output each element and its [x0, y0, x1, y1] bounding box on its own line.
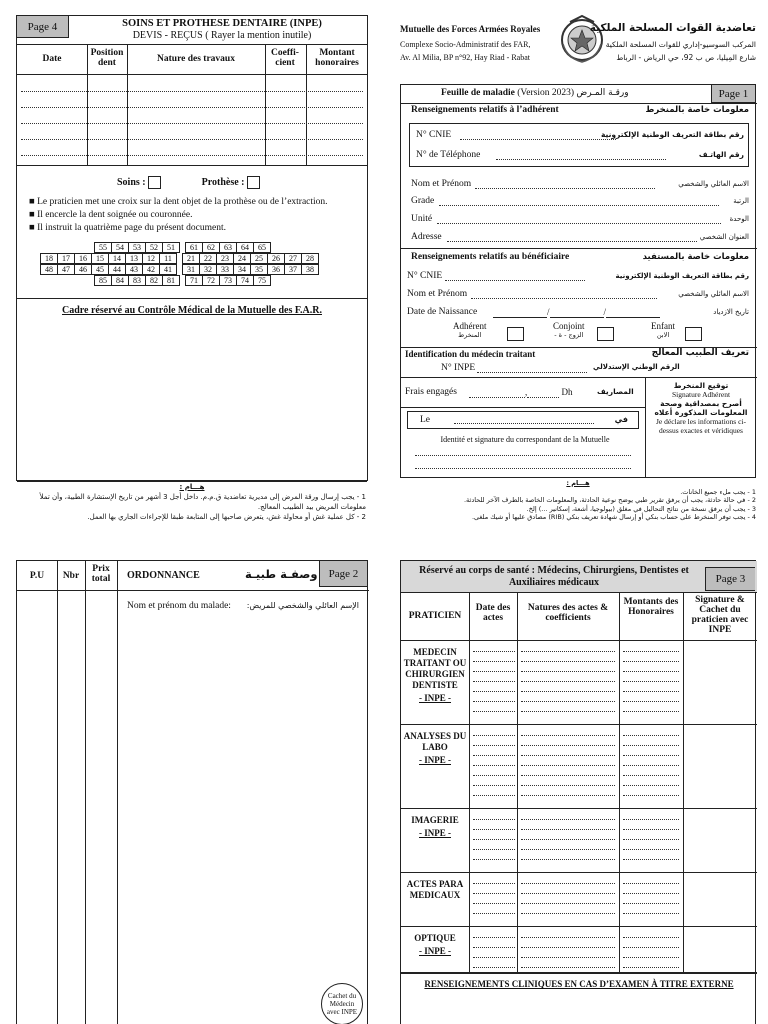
- section-name: OPTIQUE: [414, 933, 456, 943]
- teeth-row: [41, 276, 351, 287]
- section-name: ACTES PARA MEDICAUX: [406, 879, 464, 900]
- tooth-35[interactable]: 35: [250, 264, 268, 275]
- entry-line[interactable]: [521, 795, 615, 796]
- entry-line[interactable]: [521, 765, 615, 766]
- tooth-51[interactable]: 51: [162, 242, 180, 253]
- tooth-21[interactable]: 21: [182, 253, 200, 264]
- tooth-73[interactable]: 73: [219, 275, 237, 286]
- adherent-title-ar: معلومات خاصة بالمنخرط: [645, 105, 749, 115]
- entry-line[interactable]: [521, 651, 615, 652]
- entry-line[interactable]: [521, 755, 615, 756]
- section-inpe: - INPE -: [419, 828, 451, 838]
- grade-label: Grade: [411, 196, 435, 206]
- page-2-tag: Page 2: [319, 561, 367, 587]
- entry-line[interactable]: [473, 947, 515, 948]
- page-4-subtitle: DEVIS - REÇUS ( Rayer la mention inutile): [132, 30, 312, 41]
- page-4-title: SOINS ET PROTHESE DENTAIRE (INPE): [122, 18, 322, 29]
- tooth-25[interactable]: 25: [250, 253, 268, 264]
- org-fr: Mutuelle des Forces Armées Royales: [400, 24, 541, 34]
- tooth-empty: [77, 276, 95, 287]
- conjoint-checkbox[interactable]: [597, 327, 614, 341]
- instruction-item: ■ Il encercle la dent soignée ou couronnée.: [29, 210, 193, 220]
- entry-line[interactable]: [521, 913, 615, 914]
- entry-line[interactable]: [473, 671, 515, 672]
- grade-label-ar: الرتبة: [733, 197, 749, 205]
- page-4: [16, 15, 368, 481]
- entry-line[interactable]: [473, 681, 515, 682]
- page-2: [16, 560, 368, 1024]
- tooth-43[interactable]: 43: [125, 264, 143, 275]
- tooth-83[interactable]: 83: [128, 275, 146, 286]
- entry-line[interactable]: [521, 967, 615, 968]
- prescription-area[interactable]: [119, 619, 365, 979]
- b-cnie-input[interactable]: [445, 280, 585, 281]
- entry-line[interactable]: [473, 745, 515, 746]
- praticien-section: [401, 725, 757, 809]
- unite-input[interactable]: [437, 223, 721, 224]
- entry-line[interactable]: [623, 775, 679, 776]
- entry-line[interactable]: [623, 819, 679, 820]
- b-name-label: Nom et Prénom: [407, 289, 468, 299]
- tooth-22[interactable]: 22: [199, 253, 217, 264]
- tooth-44[interactable]: 44: [108, 264, 126, 275]
- tooth-47[interactable]: 47: [57, 264, 75, 275]
- correspondant-line-2[interactable]: [415, 468, 631, 469]
- enfant-option: Enfant الابن: [651, 321, 675, 339]
- praticien-section: [401, 873, 757, 927]
- ordonnance-title: ORDONNANCE: [127, 570, 200, 581]
- page-3-title: Réservé au corps de santé : Médecins, Chirurgiens, Dentistes et Auxiliaires médicaux: [419, 565, 689, 588]
- entry-line[interactable]: [473, 903, 515, 904]
- cnie-phone-box: [409, 123, 749, 167]
- section-name: ANALYSES DU LABO: [403, 731, 467, 752]
- col-date: Date: [42, 54, 62, 64]
- tooth-28[interactable]: 28: [301, 253, 319, 264]
- entry-line[interactable]: [521, 819, 615, 820]
- praticien-section: [401, 809, 757, 873]
- praticien-section: [401, 641, 757, 725]
- entry-line[interactable]: [623, 681, 679, 682]
- correspondant-line-1[interactable]: [415, 455, 631, 456]
- entry-line[interactable]: [473, 651, 515, 652]
- cnie-input[interactable]: [460, 139, 616, 140]
- tooth-48[interactable]: 48: [40, 264, 58, 275]
- entry-line[interactable]: [473, 967, 515, 968]
- col-nature: Nature des travaux: [157, 54, 235, 64]
- entry-line[interactable]: [521, 775, 615, 776]
- b-name-label-ar: الاسم العائلي والشخصي: [678, 290, 749, 298]
- tooth-71[interactable]: 71: [185, 275, 203, 286]
- entry-line[interactable]: [623, 903, 679, 904]
- correspondant-label: Identité et signature du correspondant de la Mutuelle: [440, 435, 610, 444]
- soins-checkbox[interactable]: [148, 176, 161, 189]
- col-date-actes: Date des actes: [475, 603, 511, 623]
- name-label-ar: الاسم العائلي والشخصي: [678, 180, 749, 188]
- beneficiaire-title: Renseignements relatifs au bénéficiaire: [411, 252, 570, 262]
- frais-label: Frais engagés: [405, 387, 457, 397]
- cachet-stamp: Cachet du Médecin avec INPE: [321, 983, 363, 1024]
- entry-line[interactable]: [623, 691, 679, 692]
- entry-line[interactable]: [521, 937, 615, 938]
- control-medical-title: Cadre réservé au Contrôle Médical de la Mutuelle des F.A.R.: [62, 305, 322, 316]
- col-praticien: PRATICIEN: [408, 611, 462, 621]
- adresse-label-ar: العنوان الشخصي: [699, 233, 749, 241]
- tooth-13[interactable]: 13: [125, 253, 143, 264]
- unite-label: Unité: [411, 214, 433, 224]
- tooth-15[interactable]: 15: [91, 253, 109, 264]
- entry-line[interactable]: [473, 937, 515, 938]
- instruction-item: ■ Le praticien met une croix sur la dent objet de la prothèse ou de l’extraction.: [29, 197, 328, 207]
- entry-line[interactable]: [623, 735, 679, 736]
- tooth-82[interactable]: 82: [145, 275, 163, 286]
- entry-line[interactable]: [473, 691, 515, 692]
- signature-area[interactable]: توقيع المنخرط Signature Adhérent أصرح بمصداقية وصحة المعلومات المذكورة أعلاه Je déclare les informations ci-dessus exactes et véridiques: [654, 381, 748, 435]
- org-ar: تعاضدية القوات المسلحة الملكية: [589, 22, 756, 34]
- entry-line[interactable]: [623, 795, 679, 796]
- entry-line[interactable]: [623, 785, 679, 786]
- entry-line[interactable]: [623, 967, 679, 968]
- addr-fr-1: Complexe Socio-Administratif des FAR,: [400, 40, 531, 49]
- beneficiaire-title-ar: معلومات خاصة بالمستفيد: [642, 252, 749, 262]
- date-box: Le في: [407, 411, 639, 429]
- tooth-36[interactable]: 36: [267, 264, 285, 275]
- entry-line[interactable]: [623, 947, 679, 948]
- phone-input[interactable]: [496, 159, 666, 160]
- tooth-18[interactable]: 18: [40, 253, 58, 264]
- tooth-55[interactable]: 55: [94, 242, 112, 253]
- tooth-empty: [271, 276, 289, 287]
- grade-input[interactable]: [439, 205, 719, 206]
- entry-line[interactable]: [623, 849, 679, 850]
- cnie-label: N° CNIE: [416, 130, 452, 140]
- entry-line[interactable]: [521, 661, 615, 662]
- dental-table: [17, 44, 367, 166]
- entry-line[interactable]: [623, 893, 679, 894]
- section-inpe: - INPE -: [419, 693, 451, 703]
- adherent-checkbox[interactable]: [507, 327, 524, 341]
- entry-line[interactable]: [623, 755, 679, 756]
- entry-line[interactable]: [623, 839, 679, 840]
- entry-line[interactable]: [623, 859, 679, 860]
- tooth-81[interactable]: 81: [162, 275, 180, 286]
- entry-line[interactable]: [623, 765, 679, 766]
- tooth-74[interactable]: 74: [236, 275, 254, 286]
- entry-line[interactable]: [473, 913, 515, 914]
- teeth-chart[interactable]: [41, 243, 351, 287]
- ordonnance-title-ar: وصفـة طبيـة: [245, 567, 318, 581]
- page-3: [400, 560, 756, 1024]
- name-label: Nom et Prénom: [411, 179, 472, 189]
- entry-line[interactable]: [473, 795, 515, 796]
- page-1-header: [400, 20, 756, 82]
- entry-line[interactable]: [623, 957, 679, 958]
- entry-line[interactable]: [521, 839, 615, 840]
- tooth-54[interactable]: 54: [111, 242, 129, 253]
- phone-label-ar: رقم الهاتـف: [698, 150, 744, 159]
- clinical-title: RENSEIGNEMENTS CLINIQUES EN CAS D’EXAMEN À TITRE EXTERNE: [424, 979, 734, 989]
- tooth-31[interactable]: 31: [182, 264, 200, 275]
- page-4-notice: هـــام : 1 - يجب إرسال ورقة المرض إلى مديرية تعاضدية ق.م.م. داخل أجل 3 أشهر من تاريخ الإستشارة الطبية، وأن تملأ معلومات المريض بيد الطبيب المعالج. 2 - كل عملية غش أو محاولة غش، يتعرض صاحبها إلى المتابعة طبقا للإجراءات الجاري بها العمل.: [39, 483, 366, 521]
- entry-line[interactable]: [521, 735, 615, 736]
- instructions: [29, 196, 367, 235]
- tooth-38[interactable]: 38: [301, 264, 319, 275]
- conjoint-option: Conjoint الزوج - ة -: [553, 321, 585, 339]
- adresse-label: Adresse: [411, 232, 442, 242]
- section-name: IMAGERIE: [411, 815, 459, 825]
- entry-line[interactable]: [473, 829, 515, 830]
- col-montant: Montant honoraires: [315, 48, 359, 68]
- prothese-checkbox[interactable]: [247, 176, 260, 189]
- entry-line[interactable]: [521, 785, 615, 786]
- tooth-65[interactable]: 65: [253, 242, 271, 253]
- entry-line[interactable]: [521, 893, 615, 894]
- patient-label: Nom et prénom du malade:: [127, 601, 231, 611]
- tooth-41[interactable]: 41: [159, 264, 177, 275]
- section-name: MEDECIN TRAITANT OU CHIRURGIEN DENTISTE: [403, 647, 467, 690]
- page-4-tag: Page 4: [17, 16, 69, 38]
- entry-line[interactable]: [521, 671, 615, 672]
- section-inpe: - INPE -: [419, 946, 451, 956]
- entry-line[interactable]: [473, 819, 515, 820]
- tooth-23[interactable]: 23: [216, 253, 234, 264]
- tooth-empty: [307, 276, 325, 287]
- entry-line[interactable]: [473, 661, 515, 662]
- patient-label-ar: الإسم العائلي والشخصي للمريض:: [246, 601, 359, 610]
- doctor-title-ar: تعريف الطبيب المعالج: [651, 348, 749, 358]
- tooth-empty: [59, 276, 77, 287]
- entry-line[interactable]: [623, 661, 679, 662]
- entry-line[interactable]: [623, 701, 679, 702]
- col-montants: Montants des Honoraires: [623, 597, 679, 617]
- b-cnie-label-ar: رقم بطاقة التعريف الوطنية الإلكترونية: [615, 272, 749, 280]
- tooth-75[interactable]: 75: [253, 275, 271, 286]
- inpe-label-ar: الرقم الوطني الإستدلالي: [593, 363, 680, 371]
- entry-line[interactable]: [623, 651, 679, 652]
- entry-line[interactable]: [521, 691, 615, 692]
- entry-line[interactable]: [473, 711, 515, 712]
- cnie-label-ar: رقم بطاقة التعريف الوطنية الإلكترونية: [600, 130, 744, 139]
- b-name-input[interactable]: [471, 298, 657, 299]
- addr-fr-2: Av. Al Milia, BP n°92, Hay Riad - Rabat: [400, 53, 531, 62]
- tooth-64[interactable]: 64: [236, 242, 254, 253]
- addr-ar-1: المركب السوسيو-إداري للقوات المسلحة الملكية: [605, 40, 756, 49]
- entry-line[interactable]: [521, 711, 615, 712]
- tooth-26[interactable]: 26: [267, 253, 285, 264]
- tooth-46[interactable]: 46: [74, 264, 92, 275]
- date-input[interactable]: [454, 423, 594, 424]
- col-signature: Signature & Cachet du praticien avec INPE: [691, 595, 749, 635]
- entry-line[interactable]: [623, 913, 679, 914]
- entry-line[interactable]: [473, 893, 515, 894]
- entry-line[interactable]: [623, 711, 679, 712]
- doctor-title: Identification du médecin traitant: [405, 349, 536, 359]
- entry-line[interactable]: [473, 883, 515, 884]
- tooth-27[interactable]: 27: [284, 253, 302, 264]
- tooth-72[interactable]: 72: [202, 275, 220, 286]
- entry-line[interactable]: [623, 883, 679, 884]
- relation-options: [453, 321, 753, 345]
- b-birth-label-ar: تاريخ الازدياد: [713, 308, 749, 316]
- tooth-45[interactable]: 45: [91, 264, 109, 275]
- tooth-empty: [41, 276, 59, 287]
- entry-line[interactable]: [521, 681, 615, 682]
- soins-prothese-row: Soins : Prothèse :: [117, 176, 260, 189]
- entry-line[interactable]: [623, 937, 679, 938]
- instruction-item: ■ Il instruit la quatrième page du présent document.: [29, 223, 227, 233]
- name-input[interactable]: [475, 188, 655, 189]
- sheet-title: Feuille de maladie (Version 2023) ورقـة المـرض: [441, 88, 629, 98]
- tooth-16[interactable]: 16: [74, 253, 92, 264]
- entry-line[interactable]: [623, 829, 679, 830]
- tooth-24[interactable]: 24: [233, 253, 251, 264]
- tooth-12[interactable]: 12: [142, 253, 160, 264]
- entry-line[interactable]: [521, 903, 615, 904]
- tooth-11[interactable]: 11: [159, 253, 177, 264]
- enfant-checkbox[interactable]: [685, 327, 702, 341]
- frais-label-ar: المصاريف: [597, 387, 634, 396]
- entry-line[interactable]: [473, 957, 515, 958]
- inpe-input[interactable]: [477, 372, 587, 373]
- tooth-63[interactable]: 63: [219, 242, 237, 253]
- page-1-tag: Page 1: [711, 85, 755, 103]
- col-position: Position dent: [90, 48, 124, 68]
- tooth-84[interactable]: 84: [111, 275, 129, 286]
- entry-line[interactable]: [473, 785, 515, 786]
- b-birth-label: Date de Naissance: [407, 307, 478, 317]
- adresse-input[interactable]: [447, 241, 697, 242]
- page-1: [400, 84, 756, 478]
- tooth-85[interactable]: 85: [94, 275, 112, 286]
- tooth-53[interactable]: 53: [128, 242, 146, 253]
- entry-line[interactable]: [473, 775, 515, 776]
- tooth-empty: [289, 276, 307, 287]
- inpe-label: N° INPE: [441, 363, 476, 373]
- b-birth-input[interactable]: / /: [493, 307, 679, 317]
- page-1-notice: هـــام : 1 - يجب ملء جميع الخانات. 2 - في حالة حادثة، يجب أن يرفق تقرير طبي يوضح نوعية الحادثة، والمعلومات الخاصة بالطرف الآخر للحادثة. 3 - يجب أن يرفق نسخة من نتائج التحاليل في مغلق (بيولوجيا، أشعة، إسكانير ...) إلخ. 4 - يجب توفر المنخرط على حساب بنكي أو إرسال شهادة تعريف بنكي (RIB) مصادق عليها أو شيك ملغى.: [463, 479, 756, 521]
- tooth-37[interactable]: 37: [284, 264, 302, 275]
- tooth-33[interactable]: 33: [216, 264, 234, 275]
- tooth-34[interactable]: 34: [233, 264, 251, 275]
- unite-label-ar: الوحدة: [729, 215, 749, 223]
- col-nbr: Nbr: [62, 571, 80, 581]
- phone-label: N° de Téléphone: [416, 150, 481, 160]
- tooth-14[interactable]: 14: [108, 253, 126, 264]
- page-3-tag: Page 3: [705, 567, 755, 591]
- entry-line[interactable]: [473, 755, 515, 756]
- entry-line[interactable]: [473, 701, 515, 702]
- tooth-17[interactable]: 17: [57, 253, 75, 264]
- entry-line[interactable]: [473, 735, 515, 736]
- tooth-42[interactable]: 42: [142, 264, 160, 275]
- entry-line[interactable]: [521, 829, 615, 830]
- addr-ar-2: شارع المِيليا، ص ب 92، حي الرياض - الرباط: [616, 53, 756, 62]
- entry-line[interactable]: [623, 671, 679, 672]
- entry-line[interactable]: [521, 701, 615, 702]
- entry-line[interactable]: [521, 883, 615, 884]
- entry-line[interactable]: [473, 859, 515, 860]
- col-coeff: Coeffi-cient: [271, 48, 299, 68]
- entry-line[interactable]: [521, 947, 615, 948]
- col-natures: Natures des actes & coefficients: [527, 603, 609, 623]
- section-inpe: - INPE -: [419, 755, 451, 765]
- entry-line[interactable]: [473, 765, 515, 766]
- tooth-62[interactable]: 62: [202, 242, 220, 253]
- entry-line[interactable]: [521, 849, 615, 850]
- col-prix: Prix total: [91, 564, 111, 584]
- col-pu: P.U: [29, 571, 45, 581]
- adherent-title: Renseignements relatifs à l’adhérent: [411, 105, 559, 115]
- praticien-section: [401, 927, 757, 973]
- tooth-32[interactable]: 32: [199, 264, 217, 275]
- entry-line[interactable]: [623, 745, 679, 746]
- frais-input[interactable]: , Dh: [469, 387, 573, 398]
- b-cnie-label: N° CNIE: [407, 271, 443, 281]
- entry-line[interactable]: [473, 839, 515, 840]
- entry-line[interactable]: [521, 957, 615, 958]
- adherent-option: Adhérent المنخرط: [453, 321, 487, 339]
- entry-line[interactable]: [521, 745, 615, 746]
- tooth-61[interactable]: 61: [185, 242, 203, 253]
- entry-line[interactable]: [473, 849, 515, 850]
- entry-line[interactable]: [521, 859, 615, 860]
- page-3-table: [401, 593, 757, 973]
- tooth-52[interactable]: 52: [145, 242, 163, 253]
